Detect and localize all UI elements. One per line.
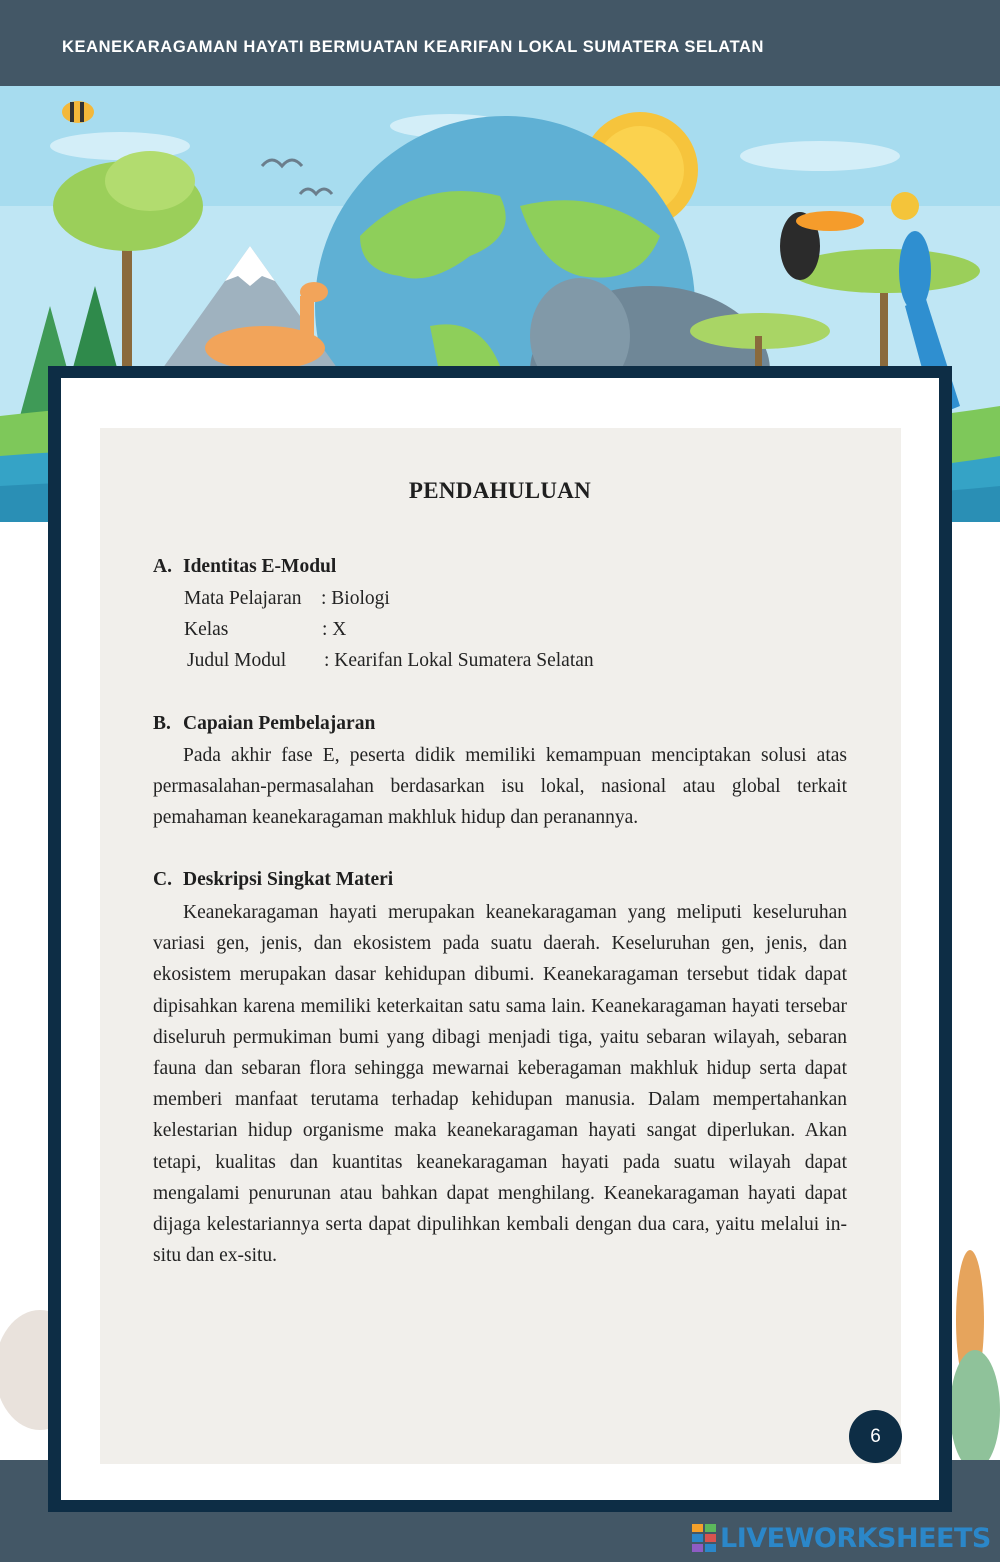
section-c-heading [153, 869, 393, 891]
page-number: 6 [870, 1425, 881, 1447]
section-a-title: Identitas E-Modul [183, 556, 337, 577]
identity-key-module-title: Judul Modul [187, 650, 287, 671]
section-c-text: Keanekaragaman hayati merupakan keanekaragaman yang meliputi keseluruhan variasi gen, jenis, dan ekosistem pada suatu daerah. Keseluruhan gen, jenis, dan ekosistem merupakan dasar kehidupan dibumi. Keanekaragaman tersebut tidak dapat dipisahkan karena memiliki keterkaitan satu sama lain. Keanekaragaman hayati tersebar diseluruh permukiman bumi yang dibagi menjadi tiga, yaitu sebaran wilayah, sebaran fauna dan sebaran flora sehingga mewarnai keberagaman makhluk hidup serta dapat memberi manfaat terutama terhadap kehidupan manusia. Dalam mempertahankan kelestarian hidup organisme maka keanekaragaman hayati sangat diperlukan. Akan tetapi, kualitas dan kuantitas keanekaragaman hayati pada suatu wilayah dapat mengalami penurunan atau bahkan dapat menghilang. Keanekaragaman hayati dapat dijaga kelestariannya serta dapat dipulihkan kembali dengan dua cara, yaitu melalui in-situ dan ex-situ. [153, 902, 847, 1267]
watermark-text: LIVEWORKSHEETS [720, 1522, 991, 1554]
header-bar [0, 0, 1000, 86]
identity-value-module-title: : Kearifan Lokal Sumatera Selatan [324, 650, 594, 671]
identity-key-class: Kelas [184, 619, 229, 640]
identity-value-class: : X [322, 619, 347, 640]
section-b-label: B. [153, 713, 171, 734]
identity-key-subject: Mata Pelajaran [184, 588, 302, 609]
section-b-heading [153, 713, 375, 735]
identity-value-subject: : Biologi [321, 588, 390, 609]
section-b-text: Pada akhir fase E, peserta didik memiliki kemampuan menciptakan solusi atas permasalahan-permasalahan berdasarkan isu lokal, nasional atau global terkait pemahaman keanekaragaman makhluk hidup dan peranannya. [153, 745, 847, 829]
liveworksheets-logo-icon [692, 1524, 716, 1552]
section-a-label: A. [153, 556, 172, 577]
section-c-label: C. [153, 869, 172, 890]
section-a-heading [153, 556, 336, 578]
liveworksheets-watermark [692, 1520, 991, 1556]
section-b-paragraph [153, 740, 847, 834]
page-title: PENDAHULUAN [408, 478, 592, 503]
section-c-paragraph [153, 897, 847, 1271]
section-c-title: Deskripsi Singkat Materi [183, 869, 394, 890]
section-b-title: Capaian Pembelajaran [183, 713, 376, 734]
header-title: KEANEKARAGAMAN HAYATI BERMUATAN KEARIFAN LOKAL SUMATERA SELATAN [62, 38, 765, 56]
page-number-badge [849, 1410, 902, 1463]
